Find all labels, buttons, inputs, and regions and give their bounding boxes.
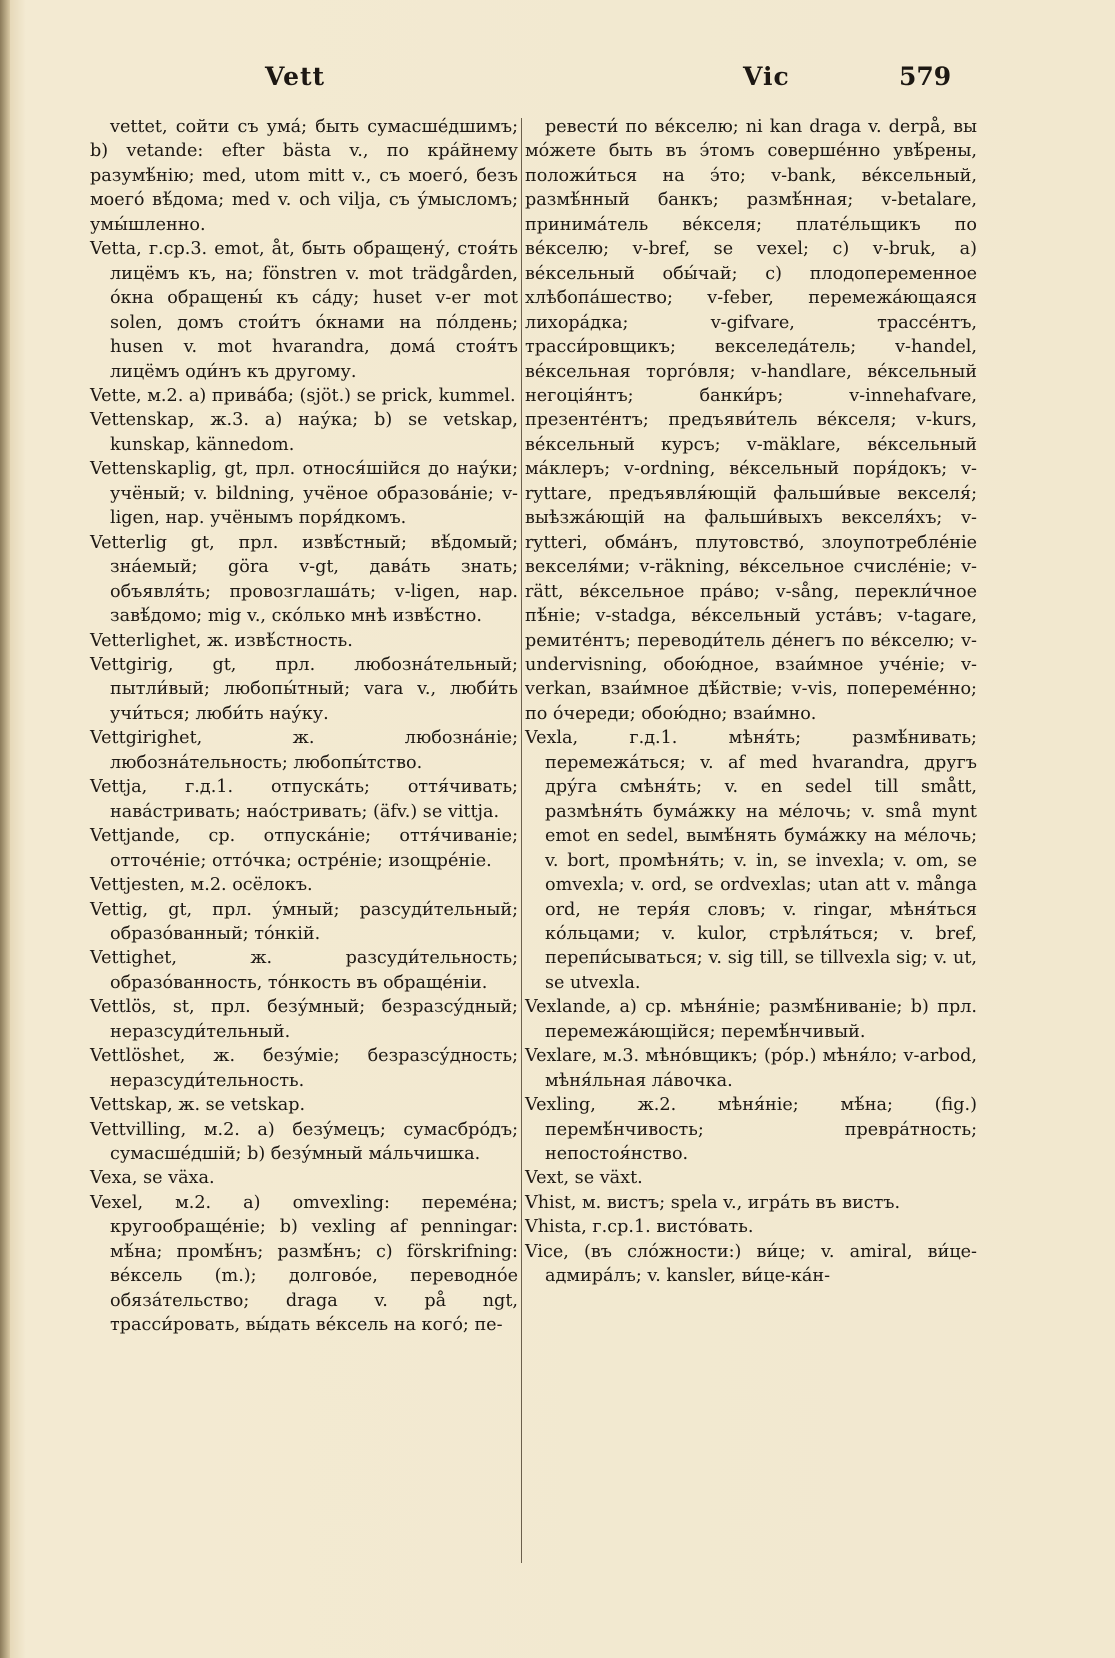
dictionary-entry: Vettjande, ср. отпуска́ніе; оття́чиваніе; отточе́ніе; отто́чка; остре́ніе; изощре́ніе. bbox=[90, 826, 518, 871]
dictionary-entry: Vettlös, st, прл. безу́мный; безразсу́дный; неразсуди́тельный. bbox=[90, 997, 518, 1042]
dictionary-entry: Vice, (въ сло́жности:) ви́це; v. amiral, ви́це-адмира́лъ; v. kansler, ви́це-ка́н- bbox=[525, 1241, 977, 1287]
page-header bbox=[0, 62, 1115, 102]
dictionary-entry: Vexlande, a) ср. мѣня́ніе; размѣ́ниваніе; b) прл. перемежа́ющійся; перемѣ́нчивый. bbox=[525, 997, 977, 1042]
dictionary-entry: Vettighet, ж. разсуди́тельность; образо́ванность, то́нкость въ обраще́ніи. bbox=[90, 948, 518, 993]
dictionary-entry: Vhista, г.ср.1. висто́вать. bbox=[525, 1217, 754, 1238]
dictionary-entry: Vhist, м. вистъ; spela v., игра́ть въ вистъ. bbox=[525, 1192, 901, 1213]
right-column bbox=[525, 115, 977, 1289]
dictionary-entry: Vettenskaplig, gt, прл. относя́шійся до нау́ки; учёный; v. bildning, учёное образова́ніе; v-ligen, нар. учёнымъ поря́дкомъ. bbox=[90, 459, 518, 529]
dictionary-entry: Vettgirig, gt, прл. любозна́тельный; пытли́вый; любопы́тный; vara v., люби́ть учи́ться; люби́ть нау́ку. bbox=[90, 654, 518, 724]
dictionary-entry: Vexel, м.2. a) omvexling: переме́на; кругообраще́ніе; b) vexling af penningar: мѣ́на; промѣ́нъ; размѣ́нъ; c) förskrifning: ве́ксель (m.); долгово́е, переводно́е обяза́тельство; draga v. på ngt, трасси́ровать, вы́дать ве́ксель на кого́; пе- bbox=[90, 1192, 518, 1336]
dictionary-entry: Vexlare, м.3. мѣно́вщикъ; (ро́р.) мѣня́ло; v-arbod, мѣня́льная ла́вочка. bbox=[525, 1046, 977, 1091]
dictionary-entry: Vettenskap, ж.3. a) нау́ка; b) se vetskap, kunskap, kännedom. bbox=[90, 410, 518, 455]
dictionary-entry: Vext, se växt. bbox=[525, 1168, 643, 1189]
dictionary-entry: Vettja, г.д.1. отпуска́ть; оття́чивать; нава́стривать; нао́стривать; (äfv.) se vittja. bbox=[90, 777, 518, 822]
dictionary-entry-continuation: ревести́ по ве́кселю; ni kan draga v. derpå, вы мо́жете быть въ э́томъ соверше́нно увѣ́рены, положи́ться на э́то; v-bank, ве́ксельный, размѣ́нный банкъ; размѣ́нная; v-betalare, принима́тель ве́кселя; плате́льщикъ по ве́кселю; v-bref, se vexel; c) v-bruk, a) ве́ксельный обы́чай; c) плодопеременное хлѣбопа́шество; v-feber, перемежа́ющаяся лихора́дка; v-gifvare, трассе́нтъ, трасси́ровщикъ; векселеда́тель; v-handel, ве́ксельная торго́вля; v-handlare, ве́ксельный негоція́нтъ; банки́ръ; v-innehafvare, презенте́нтъ; предъяви́тель ве́кселя; v-kurs, ве́ксельный курсъ; v-mäklare, ве́ксельный ма́клеръ; v-ordning, ве́ксельный поря́докъ; v-ryttare, предъявля́ющій фальши́вые векселя́; выѣзжа́ющій на фальши́выхъ векселя́хъ; v-rytteri, обма́нъ, плутовство́, злоупотребле́ніе векселя́ми; v-räkning, ве́ксельное счисле́ніе; v-rätt, ве́ксельное пра́во; v-sång, перекли́чное пѣ́ніе; v-stadga, ве́ксельный уста́въ; v-tagare, ремите́нтъ; переводи́тель де́негъ по ве́кселю; v-undervisning, обою́дное, взаи́мное уче́ніе; v-verkan, взаи́мное дѣ́йствіе; v-vis, попереме́нно; по о́череди; обою́дно; взаи́мно. bbox=[525, 117, 977, 724]
right-guide-word: Vic bbox=[743, 62, 790, 91]
dictionary-entry: Vettlöshet, ж. безу́міе; безразсу́дность; неразсуди́тельность. bbox=[90, 1046, 518, 1091]
dictionary-entry: Vette, м.2. a) прива́ба; (sjöt.) se prick, kummel. bbox=[90, 385, 516, 406]
dictionary-entry: Vetterlighet, ж. извѣ́стность. bbox=[90, 630, 353, 651]
page-number: 579 bbox=[899, 62, 952, 91]
dictionary-entry: Vexla, г.д.1. мѣня́ть; размѣ́нивать; перемежа́ться; v. af med hvarandra, другъ дру́га смѣня́ть; v. en sedel till smått, размѣня́ть бума́жку на ме́лочь; v. små mynt emot en sedel, вымѣ́нять бума́жку на ме́лочь; v. bort, промѣня́ть; v. in, se invexla; v. om, se omvexla; v. ord, se ordvexlas; utan att v. många ord, не теря́я словъ; v. ringar, мѣня́ться ко́льцами; v. kulor, стрѣля́ться; v. bref, перепи́сываться; v. sig till, se tillvexla sig; v. ut, se utvexla. bbox=[525, 728, 977, 993]
book-spine-edge bbox=[0, 0, 10, 1658]
dictionary-entry: Vexling, ж.2. мѣня́ніе; мѣ́на; (fig.) перемѣ́нчивость; превра́тность; непостоя́нство. bbox=[525, 1095, 977, 1165]
dictionary-entry: Vettvilling, м.2. a) безу́мецъ; сумасбро́дъ; сумасше́дшій; b) безу́мный ма́льчишка. bbox=[90, 1119, 518, 1165]
dictionary-entry: vettet, сойти съ ума́; быть сумасше́дшимъ; b) vetande: efter bästa v., по кра́йнему разумѣ́нію; med, utom mitt v., съ моего́, безъ моего́ вѣ́дома; med v. och vilja, съ у́мысломъ; умы́шленно. bbox=[90, 117, 518, 235]
column-divider bbox=[521, 118, 522, 1563]
dictionary-entry: Vetta, г.ср.3. emot, åt, быть обращену́, стоя́ть лицёмъ къ, на; fönstren v. mot trädgården, о́кна обращены́ къ са́ду; huset v-er mot solen, домъ стои́тъ о́кнами на по́лдень; husen v. mot hvarandra, дома́ стоя́тъ лицёмъ оди́нъ къ другому. bbox=[90, 239, 518, 382]
dictionary-entry: Vetterlig gt, прл. извѣ́стный; вѣ́домый; зна́емый; göra v-gt, дава́ть знать; объявля́ть; провозглаша́ть; v-ligen, нар. завѣ́домо; mig v., ско́лько мнѣ извѣ́стно. bbox=[90, 532, 518, 627]
left-guide-word: Vett bbox=[265, 62, 326, 91]
dictionary-entry: Vettskap, ж. se vetskap. bbox=[90, 1095, 306, 1116]
dictionary-entry: Vexa, se växa. bbox=[90, 1168, 215, 1189]
dictionary-entry: Vettjesten, м.2. осёлокъ. bbox=[90, 875, 313, 896]
left-column bbox=[90, 115, 518, 1338]
dictionary-entry: Vettgirighet, ж. любозна́ніе; любозна́тельность; любопы́тство. bbox=[90, 728, 518, 773]
dictionary-entry: Vettig, gt, прл. у́мный; разсуди́тельный; образо́ванный; то́нкій. bbox=[90, 899, 518, 944]
